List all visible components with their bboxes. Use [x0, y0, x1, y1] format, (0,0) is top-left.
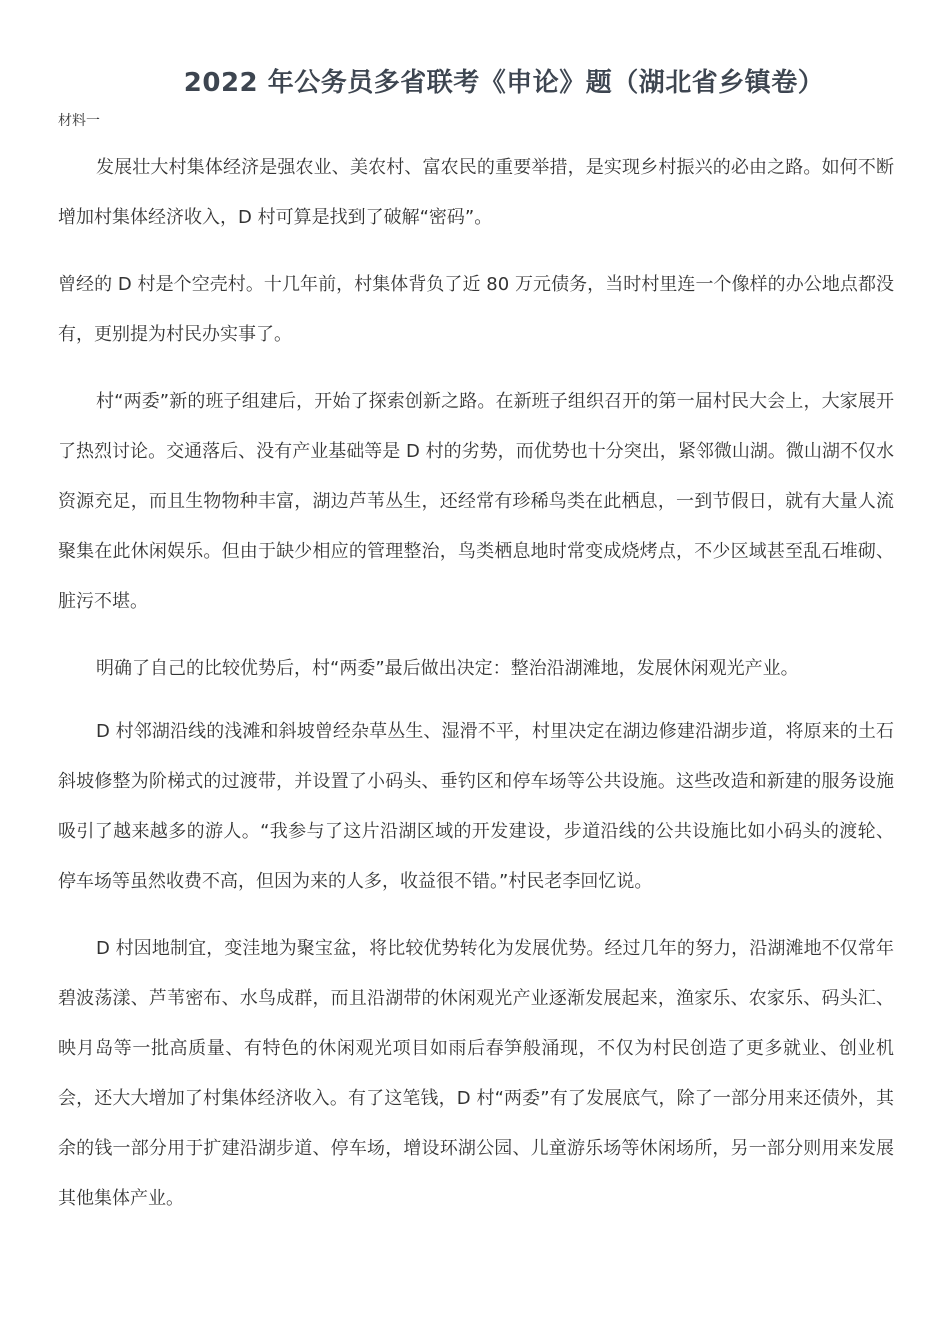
- paragraph-1: 发展壮大村集体经济是强农业、美农村、富农民的重要举措，是实现乡村振兴的必由之路。如何不断增加村集体经济收入，D 村可算是找到了破解“密码”。: [58, 157, 894, 228]
- document-title: 2022 年公务员多省联考《申论》题（湖北省乡镇卷）: [183, 68, 825, 98]
- paragraph-5: D 村邻湖沿线的浅滩和斜坡曾经杂草丛生、湿滑不平，村里决定在湖边修建沿湖步道，将原来的土石斜坡修整为阶梯式的过渡带，并设置了小码头、垂钓区和停车场等公共设施。这些改造和新建的服务设施吸引了越来越多的游人。“我参与了这片沿湖区域的开发建设，步道沿线的公共设施比如小码头的渡轮、停车场等虽然收费不高，但因为来的人多，收益很不错。”村民老李回忆说。: [58, 721, 894, 892]
- document-body: [58, 143, 894, 1241]
- paragraph-4: 明确了自己的比较优势后，村“两委”最后做出决定：整治沿湖滩地，发展休闲观光产业。: [96, 658, 799, 679]
- paragraph-6: D 村因地制宜，变洼地为聚宝盆，将比较优势转化为发展优势。经过几年的努力，沿湖滩地不仅常年碧波荡漾、芦苇密布、水鸟成群，而且沿湖带的休闲观光产业逐渐发展起来，渔家乐、农家乐、码头汇、映月岛等一批高质量、有特色的休闲观光项目如雨后春笋般涌现，不仅为村民创造了更多就业、创业机会，还大大增加了村集体经济收入。有了这笔钱，D 村“两委”有了发展底气，除了一部分用来还债外，其余的钱一部分用于扩建沿湖步道、停车场，增设环湖公园、儿童游乐场等休闲场所，另一部分则用来发展其他集体产业。: [58, 938, 894, 1209]
- paragraph-2: 曾经的 D 村是个空壳村。十几年前，村集体背负了近 80 万元债务，当时村里连一个像样的办公地点都没有，更别提为村民办实事了。: [58, 274, 894, 345]
- material-label: 材料一: [58, 113, 100, 129]
- paragraph-3: 村“两委”新的班子组建后，开始了探索创新之路。在新班子组织召开的第一届村民大会上，大家展开了热烈讨论。交通落后、没有产业基础等是 D 村的劣势，而优势也十分突出，紧邻微山湖。微山湖不仅水资源充足，而且生物物种丰富，湖边芦苇丛生，还经常有珍稀鸟类在此栖息，一到节假日，就有大量人流聚集在此休闲娱乐。但由于缺少相应的管理整治，鸟类栖息地时常变成烧烤点，不少区域甚至乱石堆砌、脏污不堪。: [58, 391, 894, 612]
